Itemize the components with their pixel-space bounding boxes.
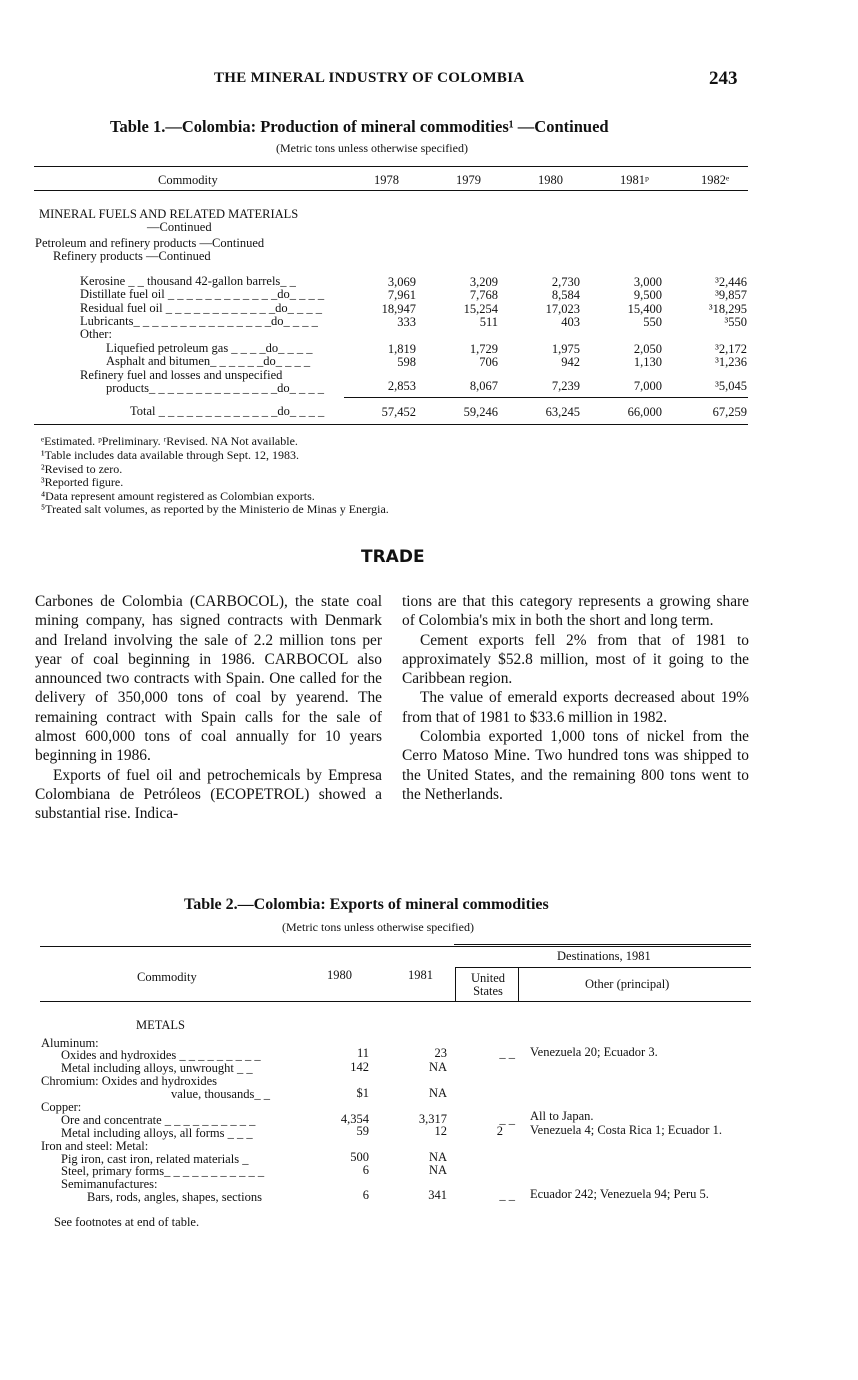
table1-cell: 706 bbox=[479, 355, 498, 369]
table2-col-divider bbox=[455, 967, 456, 1001]
table2-title: Table 2.—Colombia: Exports of mineral commodities bbox=[184, 896, 549, 913]
page-number: 243 bbox=[709, 68, 738, 89]
table1-cell: 511 bbox=[479, 315, 498, 329]
table2-dest-sub-rule bbox=[456, 967, 751, 968]
table2-row-label: Copper: bbox=[41, 1100, 82, 1114]
table1-cell: 598 bbox=[397, 355, 416, 369]
table2-subtitle: (Metric tons unless otherwise specified) bbox=[282, 920, 474, 934]
table1-col-1978: 1978 bbox=[374, 173, 399, 187]
table2-cell: 500 bbox=[350, 1150, 369, 1164]
table2-row-label: Oxides and hydroxides _ _ _ _ _ _ _ _ _ bbox=[61, 1048, 261, 1062]
table2-col-divider bbox=[518, 967, 519, 1001]
table2-col-1981: 1981 bbox=[408, 968, 433, 982]
table2-row-label: Bars, rods, angles, shapes, sections bbox=[87, 1190, 262, 1204]
table2-other-cell: Venezuela 20; Ecuador 3. bbox=[530, 1045, 658, 1059]
trade-paragraph: The value of emerald exports decreased about 19% from that of 1981 to $33.6 million in 1982. bbox=[402, 689, 749, 726]
trade-paragraph: Cement exports fell 2% from that of 1981 to approximately $52.8 million, most of it going to the Caribbean region. bbox=[402, 631, 749, 688]
table1-subtitle: (Metric tons unless otherwise specified) bbox=[276, 141, 468, 155]
table1-total-cell: 59,246 bbox=[463, 405, 498, 419]
table2-row-label: Iron and steel: Metal: bbox=[41, 1139, 149, 1153]
table1-cell: 1,975 bbox=[551, 342, 580, 356]
table1-cell: 3,209 bbox=[469, 275, 498, 289]
table1-cell: 2,050 bbox=[633, 342, 662, 356]
table2-col-destinations: Destinations, 1981 bbox=[557, 949, 651, 963]
table1-row-label: Other: bbox=[80, 327, 112, 341]
table1-cell: 3,069 bbox=[387, 275, 416, 289]
table1-section-line: Refinery products —Continued bbox=[53, 249, 211, 263]
footnote: ⁴Data represent amount registered as Colombian exports. bbox=[41, 489, 315, 503]
table1-cell: 15,254 bbox=[463, 302, 498, 316]
table1-cell: 2,853 bbox=[387, 379, 416, 393]
table1-cell: 942 bbox=[561, 355, 580, 369]
table2-section: METALS bbox=[136, 1018, 185, 1032]
table2-col-commodity: Commodity bbox=[137, 970, 197, 984]
table1-row-label: Refinery fuel and losses and unspecified bbox=[80, 368, 283, 382]
table1-total-rule bbox=[344, 397, 748, 398]
footnote: ³Reported figure. bbox=[41, 475, 124, 489]
table1-cell: ³1,236 bbox=[715, 355, 747, 369]
table2-cell: 2 bbox=[496, 1124, 503, 1138]
table2-cell: 142 bbox=[350, 1060, 369, 1074]
table1-col-commodity: Commodity bbox=[158, 173, 218, 187]
table2-cell: 12 bbox=[434, 1124, 447, 1138]
table1-cell: 1,729 bbox=[469, 342, 498, 356]
table2-row-label: Semimanufactures: bbox=[61, 1177, 158, 1191]
table1-title: Table 1.—Colombia: Production of mineral commodities¹ —Continued bbox=[110, 117, 609, 136]
table1-cell: 9,500 bbox=[633, 288, 662, 302]
table2-row-label: Pig iron, cast iron, related materials _ bbox=[61, 1152, 249, 1166]
table2-col-united-states: United States bbox=[470, 971, 506, 998]
table2-cell: 6 bbox=[362, 1188, 369, 1202]
table2-cell: 59 bbox=[356, 1124, 369, 1138]
table1-col-1981: 1981ᵖ bbox=[620, 173, 649, 187]
table1-cell: 17,023 bbox=[545, 302, 580, 316]
table2-top-rule bbox=[40, 946, 751, 947]
table2-other-cell: Ecuador 242; Venezuela 94; Peru 5. bbox=[530, 1187, 709, 1201]
table1-cell: 8,067 bbox=[469, 379, 498, 393]
table1-cell: 15,400 bbox=[627, 302, 662, 316]
table2-row-label: Steel, primary forms_ _ _ _ _ _ _ _ _ _ _ bbox=[61, 1164, 265, 1178]
table2-other-cell: All to Japan. bbox=[530, 1109, 594, 1123]
table1-row-label: products_ _ _ _ _ _ _ _ _ _ _ _ _ _do_ _ _ _ bbox=[106, 381, 325, 395]
table2-row-label: Ore and concentrate _ _ _ _ _ _ _ _ _ _ bbox=[61, 1113, 256, 1127]
table1-section-line: MINERAL FUELS AND RELATED MATERIALS bbox=[39, 207, 299, 221]
table2-cell: NA bbox=[428, 1163, 447, 1177]
table1-cell: 3,000 bbox=[633, 275, 662, 289]
table1-cell: ³18,295 bbox=[708, 302, 747, 316]
table1-row-label: Liquefied petroleum gas _ _ _ _do_ _ _ _ bbox=[106, 341, 313, 355]
running-header: THE MINERAL INDUSTRY OF COLOMBIA bbox=[214, 70, 525, 86]
table2-col-1980: 1980 bbox=[327, 968, 352, 982]
trade-right-column bbox=[402, 592, 749, 804]
table2-cell: 341 bbox=[428, 1188, 447, 1202]
table2-col-other: Other (principal) bbox=[585, 977, 670, 991]
table1-cell: 8,584 bbox=[551, 288, 580, 302]
table1-cell: 1,130 bbox=[633, 355, 662, 369]
table2-cell: NA bbox=[428, 1150, 447, 1164]
table2-cell: NA bbox=[428, 1060, 447, 1074]
table1-cell: 7,000 bbox=[633, 379, 662, 393]
table1-row-label: Kerosine _ _ thousand 42-gallon barrels_ _ bbox=[80, 274, 296, 288]
trade-paragraph: tions are that this category represents a growing share of Colombia's mix in both the short and long term. bbox=[402, 593, 749, 630]
table1-total-label: Total _ _ _ _ _ _ _ _ _ _ _ _ _do_ _ _ _ bbox=[130, 404, 325, 418]
table2-cell: _ _ bbox=[499, 1112, 515, 1126]
table2-cell: 11 bbox=[356, 1046, 369, 1060]
table1-row-label: Distillate fuel oil _ _ _ _ _ _ _ _ _ _ _ _do_ _ _ _ bbox=[80, 287, 325, 301]
table2-cell: $1 bbox=[356, 1086, 369, 1100]
table1-col-1980: 1980 bbox=[538, 173, 563, 187]
table1-row-label: Residual fuel oil _ _ _ _ _ _ _ _ _ _ _ _do_ _ _ _ bbox=[80, 301, 322, 315]
table1-col-1979: 1979 bbox=[456, 173, 481, 187]
table2-header-rule bbox=[40, 1001, 751, 1002]
trade-paragraph: Colombia exported 1,000 tons of nickel from the Cerro Matoso Mine. Two hundred tons was shipped to the United States, and the remaining 800 tons went to the Netherlands. bbox=[402, 728, 749, 803]
table2-see-footnotes: See footnotes at end of table. bbox=[54, 1215, 200, 1229]
table1-cell: ³550 bbox=[724, 315, 747, 329]
footnote: ¹Table includes data available through Sept. 12, 1983. bbox=[41, 448, 300, 462]
trade-paragraph: Carbones de Colombia (CARBOCOL), the state coal mining company, has signed contracts with Denmark and Ireland involving the sale of 2.2 million tons per year of coal beginning in 1986. CARBOCOL also announced two contracts with Spain. One called for the delivery of 350,000 tons of coal by yearend. The remaining contract with Spain calls for the sale of almost 600,000 tons of coal annually for 10 years beginning in 1986. bbox=[35, 593, 382, 765]
table1-cell: ³5,045 bbox=[715, 379, 747, 393]
table1-cell: 403 bbox=[561, 315, 580, 329]
table2-row-label: Chromium: Oxides and hydroxides bbox=[41, 1074, 218, 1088]
table1-cell: 2,730 bbox=[551, 275, 580, 289]
table1-cell: 7,961 bbox=[387, 288, 416, 302]
footnote: ²Revised to zero. bbox=[41, 462, 123, 476]
footnote: ⁵Treated salt volumes, as reported by the Ministerio de Minas y Energia. bbox=[41, 502, 389, 516]
footnote: ᵉEstimated. ᵖPreliminary. ʳRevised. NA Not available. bbox=[41, 434, 298, 448]
table2-cell: 6 bbox=[362, 1163, 369, 1177]
table1-cell: ³9,857 bbox=[715, 288, 747, 302]
table2-row-label: Metal including alloys, unwrought _ _ bbox=[61, 1061, 253, 1075]
table1-cell: 333 bbox=[397, 315, 416, 329]
table1-bottom-rule bbox=[34, 424, 748, 425]
table1-cell: ³2,172 bbox=[715, 342, 747, 356]
table1-total-cell: 57,452 bbox=[381, 405, 416, 419]
table1-cell: 7,768 bbox=[469, 288, 498, 302]
table2-cell: _ _ bbox=[499, 1188, 515, 1202]
trade-paragraph: Exports of fuel oil and petrochemicals by Empresa Colombiana de Petróleos (ECOPETROL) showed a substantial rise. Indica- bbox=[35, 766, 382, 823]
table1-col-1982: 1982ᵉ bbox=[701, 173, 730, 187]
table2-other-cell: Venezuela 4; Costa Rica 1; Ecuador 1. bbox=[530, 1123, 722, 1137]
table2-row-label: Metal including alloys, all forms _ _ _ bbox=[61, 1126, 253, 1140]
table1-total-cell: 63,245 bbox=[545, 405, 580, 419]
table1-cell: 550 bbox=[643, 315, 662, 329]
table2-cell: _ _ bbox=[499, 1046, 515, 1060]
table1-cell: 1,819 bbox=[387, 342, 416, 356]
table1-header-rule bbox=[34, 190, 748, 191]
table2-row-label: value, thousands_ _ bbox=[171, 1087, 270, 1101]
table2-cell: 4,354 bbox=[340, 1112, 369, 1126]
table1-row-label: Asphalt and bitumen_ _ _ _ _ _do_ _ _ _ bbox=[106, 354, 311, 368]
table2-row-label: Aluminum: bbox=[41, 1036, 99, 1050]
table1-total-cell: 66,000 bbox=[627, 405, 662, 419]
table1-cell: ³2,446 bbox=[715, 275, 747, 289]
table1-cell: 7,239 bbox=[551, 379, 580, 393]
table1-section-line: —Continued bbox=[147, 220, 212, 234]
table1-cell: 18,947 bbox=[381, 302, 416, 316]
table1-row-label: Lubricants_ _ _ _ _ _ _ _ _ _ _ _ _ _ _do_ _ _ _ bbox=[80, 314, 318, 328]
table1-total-cell: 67,259 bbox=[712, 405, 747, 419]
table1-top-rule bbox=[34, 166, 748, 167]
trade-left-column bbox=[35, 592, 382, 824]
table2-dest-rule bbox=[454, 944, 751, 945]
section-heading-trade: TRADE bbox=[361, 547, 425, 567]
table2-cell: 23 bbox=[434, 1046, 447, 1060]
table2-cell: 3,317 bbox=[418, 1112, 447, 1126]
table1-section-line: Petroleum and refinery products —Continued bbox=[35, 236, 265, 250]
table2-cell: NA bbox=[428, 1086, 447, 1100]
